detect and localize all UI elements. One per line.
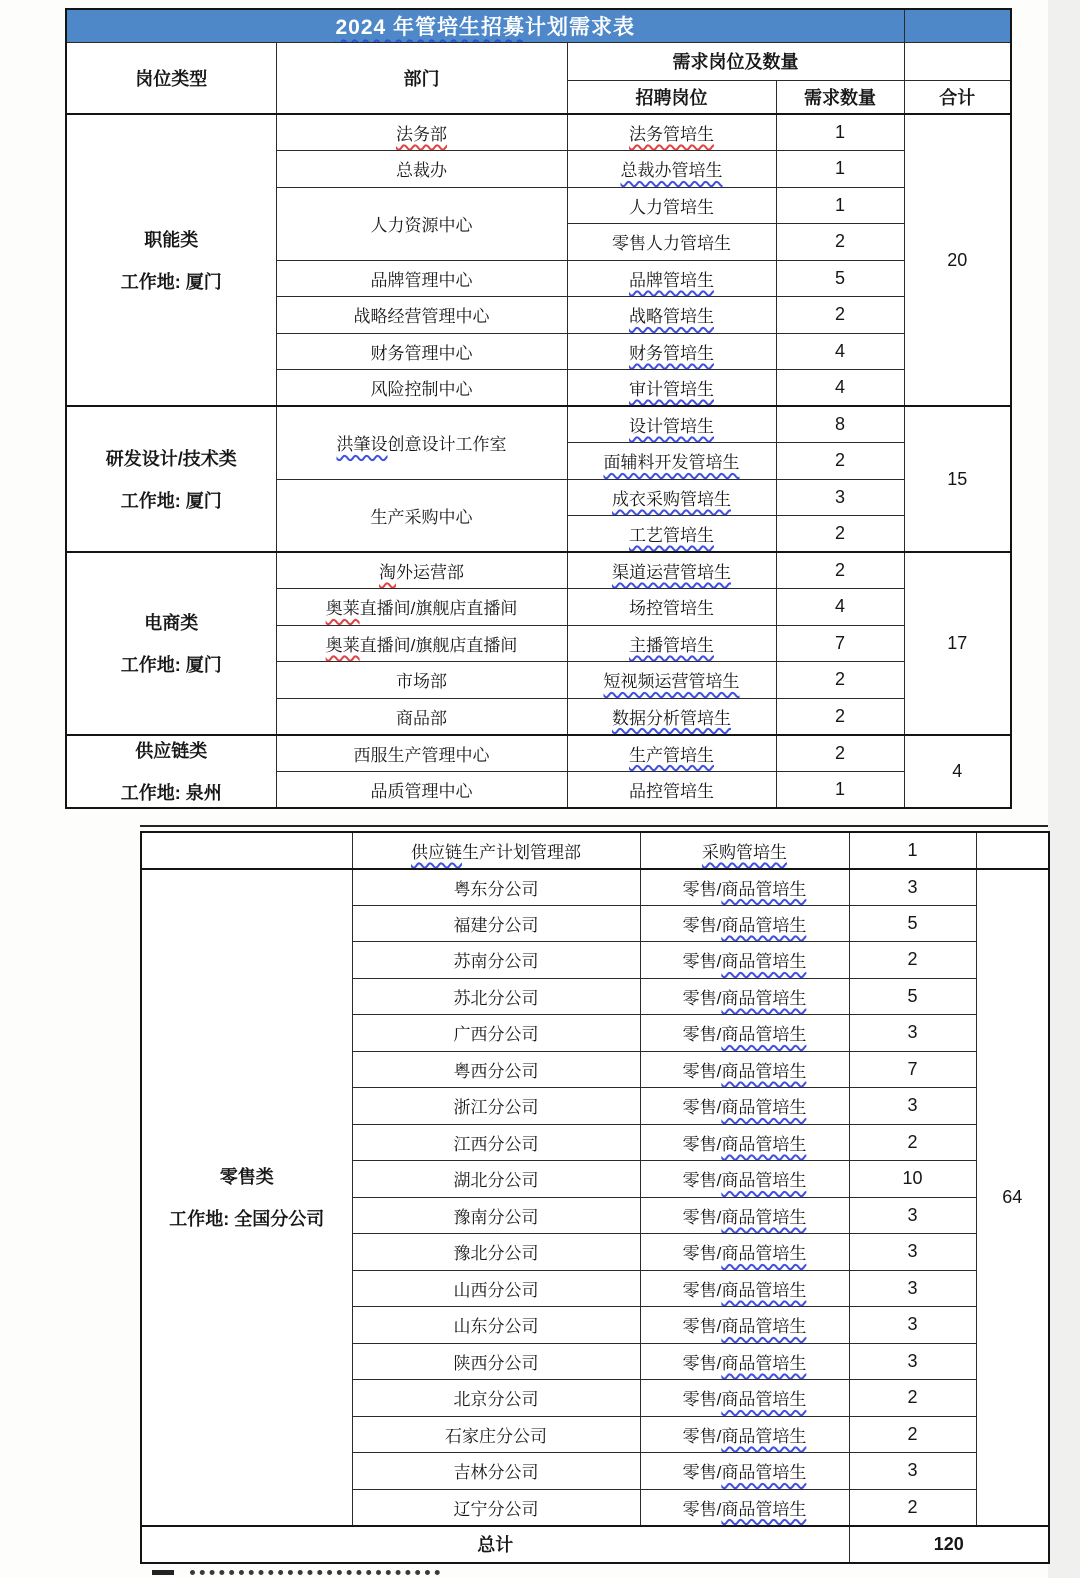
spellcheck-squiggle-blue: 商品管培生 <box>721 952 807 972</box>
count-cell: 2 <box>776 735 904 772</box>
spellcheck-squiggle-blue: 工艺管培生 <box>629 526 714 545</box>
position-cell: 零售/商品管培生 <box>640 1124 849 1161</box>
spellcheck-squiggle-red: 奥莱 <box>325 635 360 655</box>
count-cell: 3 <box>849 1197 976 1234</box>
department-cell: 辽宁分公司 <box>352 1489 640 1526</box>
count-cell: 5 <box>776 260 904 297</box>
spellcheck-squiggle-red: 奥莱 <box>325 599 360 619</box>
table-row <box>141 869 1049 906</box>
spellcheck-squiggle-blue: 审计管培生 <box>629 380 714 399</box>
spellcheck-squiggle-blue: 主播管培生 <box>629 635 714 655</box>
count-cell: 5 <box>849 905 976 942</box>
position-cell <box>567 114 776 151</box>
table-row <box>66 114 1011 151</box>
clipped-footnote-marks <box>190 1570 440 1575</box>
department-cell: 粤西分公司 <box>352 1051 640 1088</box>
position-cell <box>567 333 776 370</box>
header-position-type: 岗位类型 <box>66 42 276 114</box>
category-label: 零售类 <box>219 1167 274 1187</box>
count-cell: 3 <box>849 1015 976 1052</box>
count-cell: 1 <box>776 187 904 224</box>
position-cell: 场控管培生 <box>567 589 776 626</box>
category-location: 工作地: 厦门 <box>120 272 222 292</box>
spellcheck-squiggle-blue: 商品管培生 <box>721 915 807 935</box>
grand-total-row <box>141 1526 1049 1563</box>
position-cell <box>567 151 776 188</box>
count-cell: 2 <box>776 516 904 553</box>
count-cell: 3 <box>849 1307 976 1344</box>
count-cell: 3 <box>849 1343 976 1380</box>
count-cell: 7 <box>849 1051 976 1088</box>
header-department: 部门 <box>276 42 567 114</box>
position-cell <box>567 297 776 334</box>
department-cell: 广西分公司 <box>352 1015 640 1052</box>
position-cell: 零售/商品管培生 <box>640 1051 849 1088</box>
count-cell: 4 <box>776 589 904 626</box>
category-location: 工作地: 厦门 <box>120 491 222 511</box>
department-cell: 北京分公司 <box>352 1380 640 1417</box>
position-cell <box>567 735 776 772</box>
category-cell <box>66 406 276 552</box>
position-cell <box>567 552 776 589</box>
count-cell: 2 <box>849 1380 976 1417</box>
table-title-text: 2024 年管培生招募 <box>335 15 526 39</box>
position-cell: 零售人力管培生 <box>567 224 776 261</box>
count-cell: 4 <box>776 333 904 370</box>
position-cell: 零售/商品管培生 <box>640 942 849 979</box>
position-cell <box>567 406 776 443</box>
header-demand-count: 需求数量 <box>776 80 904 114</box>
section-total-cell: 17 <box>904 552 1011 735</box>
count-cell: 1 <box>776 114 904 151</box>
spellcheck-squiggle-blue: 面辅料开发管培生 <box>603 453 740 473</box>
position-cell <box>567 625 776 662</box>
position-cell: 零售/商品管培生 <box>640 1015 849 1052</box>
spellcheck-squiggle-blue: 商品管培生 <box>721 1025 807 1045</box>
position-cell <box>567 662 776 699</box>
count-cell: 2 <box>776 552 904 589</box>
position-cell <box>567 516 776 553</box>
position-cell: 零售/商品管培生 <box>640 1307 849 1344</box>
department-cell: 山西分公司 <box>352 1270 640 1307</box>
department-cell: 山东分公司 <box>352 1307 640 1344</box>
header-total: 合计 <box>904 80 1011 114</box>
count-cell: 2 <box>849 1489 976 1526</box>
header-row-group <box>66 42 1011 80</box>
section-total-cell: 64 <box>976 869 1049 1526</box>
count-cell: 1 <box>776 151 904 188</box>
department-cell: 奥莱直播间/旗舰店直播间 <box>276 625 567 662</box>
department-cell: 风险控制中心 <box>276 370 567 407</box>
spellcheck-squiggle-blue: 商品管培生 <box>721 988 807 1008</box>
spellcheck-squiggle-blue: 供应链 <box>411 842 462 862</box>
department-cell: 福建分公司 <box>352 905 640 942</box>
department-cell: 市场部 <box>276 662 567 699</box>
section-total-cell: 4 <box>904 735 1011 808</box>
table-title <box>66 9 904 42</box>
count-cell: 3 <box>849 1088 976 1125</box>
category-cell <box>141 869 352 1526</box>
spellcheck-squiggle-blue: 渠道运营管培生 <box>612 563 731 582</box>
position-cell: 零售/商品管培生 <box>640 1489 849 1526</box>
section-total-cell: 20 <box>904 114 1011 406</box>
department-cell: 江西分公司 <box>352 1124 640 1161</box>
position-cell <box>567 698 776 735</box>
spellcheck-squiggle-blue: 商品管培生 <box>721 879 807 899</box>
category-empty-cell <box>141 832 352 869</box>
department-cell: 湖北分公司 <box>352 1161 640 1198</box>
header-side-empty-cell <box>904 42 1011 80</box>
spellcheck-squiggle-blue: 商品管培生 <box>721 1280 807 1300</box>
count-cell: 5 <box>849 978 976 1015</box>
spellcheck-squiggle-blue: 商品管培生 <box>721 1244 807 1264</box>
spellcheck-squiggle-blue: 生产管培生 <box>629 745 714 765</box>
department-cell: 品质管理中心 <box>276 771 567 808</box>
count-cell: 2 <box>776 662 904 699</box>
spellcheck-squiggle-blue: 商品管培生 <box>721 1207 807 1227</box>
count-cell: 3 <box>849 1453 976 1490</box>
spellcheck-squiggle-blue: 设计管培生 <box>629 417 714 436</box>
position-cell <box>567 443 776 480</box>
spellcheck-squiggle-blue: 商品管培生 <box>721 1463 807 1483</box>
position-cell <box>640 832 849 869</box>
count-cell: 10 <box>849 1161 976 1198</box>
position-cell: 零售/商品管培生 <box>640 978 849 1015</box>
count-cell: 3 <box>849 1270 976 1307</box>
category-cell <box>66 552 276 735</box>
spellcheck-squiggle-blue: 数据分析管培生 <box>612 708 731 728</box>
department-cell: 淘外运营部 <box>276 552 567 589</box>
count-cell: 1 <box>776 771 904 808</box>
category-location: 工作地: 厦门 <box>120 655 222 676</box>
header-recruit-position: 招聘岗位 <box>567 80 776 114</box>
position-cell: 零售/商品管培生 <box>640 1453 849 1490</box>
spellcheck-squiggle-blue: 商品管培生 <box>721 1426 807 1446</box>
category-label: 研发设计/技术类 <box>105 449 237 469</box>
clipped-footnote-mark <box>152 1570 174 1575</box>
department-cell: 供应链生产计划管理部 <box>352 832 640 869</box>
position-cell <box>567 479 776 516</box>
department-cell: 石家庄分公司 <box>352 1416 640 1453</box>
page-right-margin-strip <box>1048 0 1080 1578</box>
category-cell <box>66 114 276 406</box>
title-row <box>66 9 1011 42</box>
count-cell: 2 <box>776 297 904 334</box>
spellcheck-squiggle-blue: 总裁办管培生 <box>620 161 723 181</box>
position-cell: 品控管培生 <box>567 771 776 808</box>
count-cell: 2 <box>776 443 904 480</box>
spellcheck-squiggle-blue: 商品管培生 <box>721 1061 807 1081</box>
position-cell: 零售/商品管培生 <box>640 1343 849 1380</box>
spellcheck-squiggle-red: 法务管培生 <box>629 125 714 144</box>
category-label: 职能类 <box>144 230 199 250</box>
department-cell: 战略经营管理中心 <box>276 297 567 334</box>
department-cell: 豫南分公司 <box>352 1197 640 1234</box>
department-cell: 奥莱直播间/旗舰店直播间 <box>276 589 567 626</box>
position-cell: 零售/商品管培生 <box>640 1234 849 1271</box>
section-total-cell: 15 <box>904 406 1011 552</box>
spellcheck-squiggle-blue: 商品管培生 <box>721 1317 807 1337</box>
department-cell: 豫北分公司 <box>352 1234 640 1271</box>
department-cell: 品牌管理中心 <box>276 260 567 297</box>
department-cell: 粤东分公司 <box>352 869 640 906</box>
department-cell: 苏北分公司 <box>352 978 640 1015</box>
department-cell: 财务管理中心 <box>276 333 567 370</box>
count-cell: 4 <box>776 370 904 407</box>
position-cell: 人力管培生 <box>567 187 776 224</box>
department-cell: 吉林分公司 <box>352 1453 640 1490</box>
spellcheck-squiggle-blue: 采购管培生 <box>702 842 787 862</box>
count-cell: 3 <box>849 869 976 906</box>
count-cell: 8 <box>776 406 904 443</box>
department-cell: 洪肇设创意设计工作室 <box>276 406 567 479</box>
position-cell: 零售/商品管培生 <box>640 1416 849 1453</box>
spellcheck-squiggle-blue: 战略管培生 <box>629 307 714 327</box>
table-row <box>66 406 1011 443</box>
department-cell: 商品部 <box>276 698 567 735</box>
count-cell: 2 <box>849 1124 976 1161</box>
total-empty-cell <box>976 832 1049 869</box>
spellcheck-squiggle-blue: 商品管培生 <box>721 1098 807 1118</box>
position-cell <box>567 370 776 407</box>
position-cell: 零售/商品管培生 <box>640 905 849 942</box>
spellcheck-squiggle-blue: 洪肇设 <box>336 435 388 455</box>
department-cell: 人力资源中心 <box>276 187 567 260</box>
position-cell: 零售/商品管培生 <box>640 1197 849 1234</box>
department-cell: 西服生产管理中心 <box>276 735 567 772</box>
table-row <box>141 832 1049 869</box>
spellcheck-squiggle-red: 淘 <box>379 563 396 582</box>
grand-total-label: 总计 <box>141 1526 849 1563</box>
position-cell: 零售/商品管培生 <box>640 1270 849 1307</box>
count-cell: 3 <box>776 479 904 516</box>
category-location: 工作地: 泉州 <box>120 783 222 803</box>
spellcheck-squiggle-blue: 商品管培生 <box>721 1390 807 1410</box>
position-cell: 零售/商品管培生 <box>640 1161 849 1198</box>
spellcheck-squiggle-blue: 商品管培生 <box>721 1499 807 1519</box>
count-cell: 2 <box>849 1416 976 1453</box>
spellcheck-squiggle-blue: 商品管培生 <box>721 1171 807 1191</box>
table-row <box>66 552 1011 589</box>
count-cell: 2 <box>776 224 904 261</box>
department-cell: 苏南分公司 <box>352 942 640 979</box>
recruitment-table-upper <box>65 8 1012 809</box>
spellcheck-squiggle-blue: 财务管培生 <box>629 343 714 363</box>
position-cell <box>567 260 776 297</box>
spellcheck-squiggle-blue: 商品管培生 <box>721 1353 807 1373</box>
spellcheck-squiggle-blue: 成衣采购管培生 <box>612 489 731 509</box>
category-cell <box>66 735 276 808</box>
department-cell: 浙江分公司 <box>352 1088 640 1125</box>
category-location: 工作地: 全国分公司 <box>169 1209 325 1229</box>
spellcheck-squiggle-blue: 商品管培生 <box>721 1134 807 1154</box>
table-row <box>66 735 1011 772</box>
category-label: 供应链类 <box>135 741 208 761</box>
department-cell: 陕西分公司 <box>352 1343 640 1380</box>
count-cell: 2 <box>776 698 904 735</box>
count-cell: 1 <box>849 832 976 869</box>
count-cell: 2 <box>849 942 976 979</box>
grand-total-value: 120 <box>849 1526 1049 1563</box>
spellcheck-squiggle-blue: 短视频运营管培生 <box>603 672 740 692</box>
count-cell: 7 <box>776 625 904 662</box>
department-cell <box>276 114 567 151</box>
department-cell: 总裁办 <box>276 151 567 188</box>
category-label: 电商类 <box>144 613 199 634</box>
position-cell: 零售/商品管培生 <box>640 1380 849 1417</box>
table-title-text-rest: 计划需求表 <box>525 15 636 39</box>
stitch-seam-line-top <box>140 825 1048 827</box>
spellcheck-squiggle-blue: 品牌管培生 <box>629 270 714 290</box>
title-row-side-cell <box>904 9 1011 42</box>
count-cell: 3 <box>849 1234 976 1271</box>
spellcheck-squiggle-red: 法务部 <box>396 125 447 144</box>
header-demand-group: 需求岗位及数量 <box>567 42 904 80</box>
recruitment-table-lower <box>140 831 1050 1564</box>
position-cell: 零售/商品管培生 <box>640 869 849 906</box>
department-cell: 生产采购中心 <box>276 479 567 552</box>
clipped-footnote <box>152 1569 462 1578</box>
position-cell: 零售/商品管培生 <box>640 1088 849 1125</box>
